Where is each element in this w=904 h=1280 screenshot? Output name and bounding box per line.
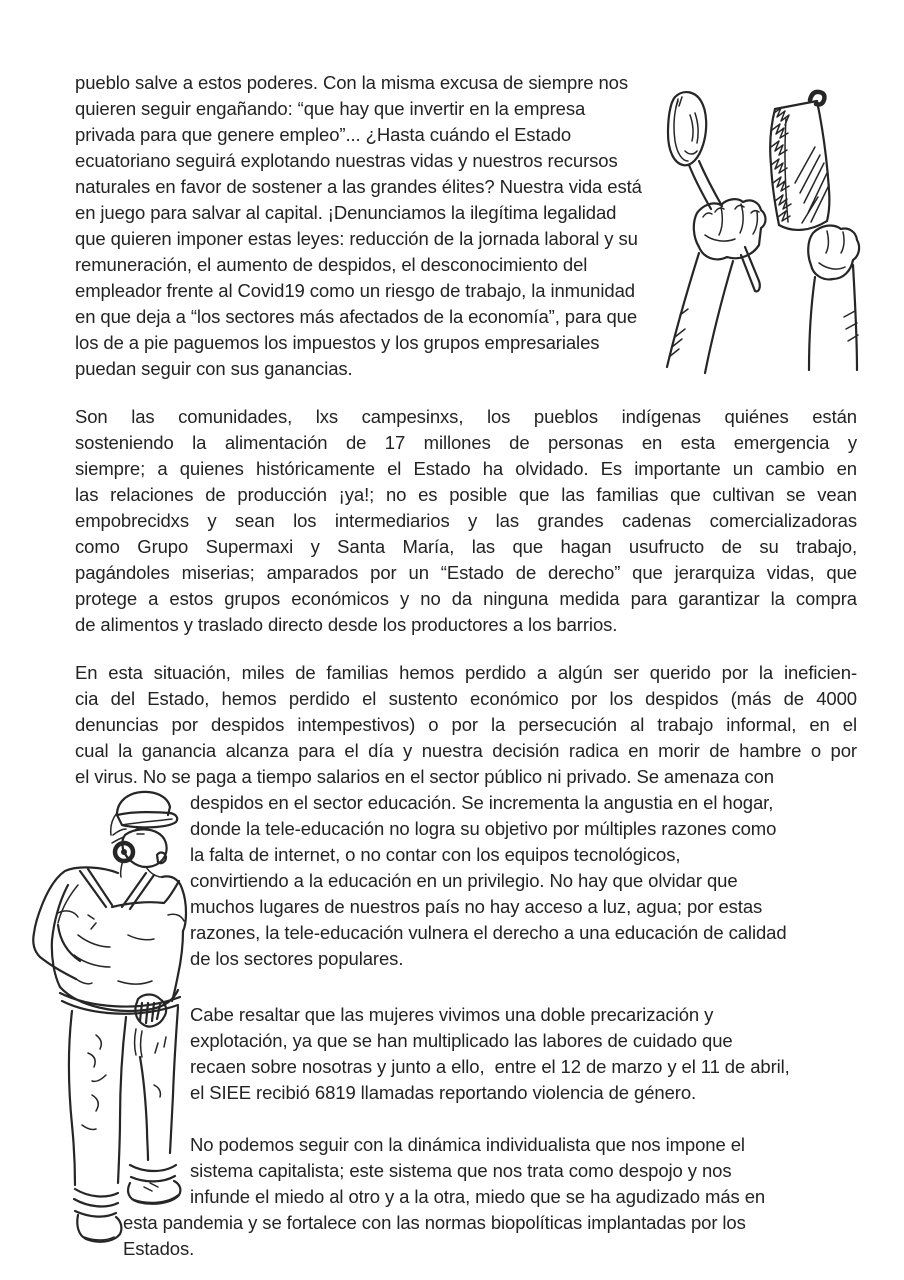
text-line: despidos en el sector educación. Se incrementa la angustia en el hogar, <box>190 792 774 813</box>
text-line: muchos lugares de nuestros país no hay acceso a luz, agua; por estas <box>190 896 763 917</box>
paragraph-2 <box>75 404 857 638</box>
cacerolazo-hands-illustration <box>645 85 890 385</box>
text-line: siempre; a quienes históricamente el Estado ha olvidado. Es importante un cambio en <box>75 458 857 479</box>
text-line: ecuatoriano seguirá explotando nuestras vidas y nuestros recursos <box>75 150 618 171</box>
text-line: de alimentos y traslado directo desde los productores a los barrios. <box>75 614 618 635</box>
text-line: remuneración, el aumento de despidos, el desconocimiento del <box>75 254 588 275</box>
text-line: convirtiendo a la educación en un privilegio. No hay que olvidar que <box>190 870 738 891</box>
text-line: recaen sobre nosotras y junto a ello, entre el 12 de marzo y el 11 de abril, <box>190 1056 790 1077</box>
text-line: naturales en favor de sostener a las grandes élites? Nuestra vida está <box>75 176 642 197</box>
text-line: el virus. No se paga a tiempo salarios en el sector público ni privado. Se amenaza con <box>75 766 774 787</box>
text-line: sosteniendo la alimentación de 17 millones de personas en esta emergencia y <box>75 432 857 453</box>
text-line: pagándoles miserias; amparados por un “Estado de derecho” que jerarquiza vidas, que <box>75 562 857 583</box>
text-line: en juego para salvar al capital. ¡Denunciamos la ilegítima legalidad <box>75 202 617 223</box>
text-line: En esta situación, miles de familias hemos perdido a algún ser querido por la ineficien- <box>75 662 857 683</box>
text-line: razones, la tele-educación vulnera el derecho a una educación de calidad <box>190 922 787 943</box>
spoon-hand-drawing <box>667 92 766 373</box>
paragraph-3-full-width-block <box>75 660 857 790</box>
text-line: los de a pie paguemos los impuestos y los grupos empresariales <box>75 332 600 353</box>
text-line: No podemos seguir con la dinámica individualista que nos impone el <box>190 1134 745 1155</box>
text-line: en que deja a “los sectores más afectados de la economía”, para que <box>75 306 638 327</box>
text-line: privada para que genere empleo”... ¿Hasta cuándo el Estado <box>75 124 572 145</box>
text-line: Estados. <box>123 1238 195 1259</box>
text-line: donde la tele-educación no logra su objetivo por múltiples razones como <box>190 818 777 839</box>
text-line: cual la ganancia alcanza para el día y nuestra decisión radica en morir de hambre o por <box>75 740 857 761</box>
masked-worker-drawing <box>33 792 186 1242</box>
text-line: sistema capitalista; este sistema que nos trata como despojo y nos <box>190 1160 732 1181</box>
text-line: el SIEE recibió 6819 llamadas reportando violencia de género. <box>190 1082 697 1103</box>
text-line: las relaciones de producción ¡ya!; no es posible que las familias que cultivan se vean <box>75 484 857 505</box>
text-line: protege a estos grupos económicos y no da ninguna medida para garantizar la compra <box>75 588 857 609</box>
text-line: esta pandemia y se fortalece con las normas biopolíticas implantadas por los <box>123 1212 746 1233</box>
text-line: Cabe resaltar que las mujeres vivimos una doble precarización y <box>190 1004 714 1025</box>
text-line: la falta de internet, o no contar con los equipos tecnológicos, <box>190 844 681 865</box>
text-line: cia del Estado, hemos perdido el sustento económico por los despidos (más de 4000 <box>75 688 857 709</box>
text-line: que quieren imponer estas leyes: reducción de la jornada laboral y su <box>75 228 638 249</box>
text-line: empleador frente al Covid19 como un riesgo de trabajo, la inmunidad <box>75 280 635 301</box>
text-line: de los sectores populares. <box>190 948 404 969</box>
text-line: pueblo salve a estos poderes. Con la misma excusa de siempre nos <box>75 72 629 93</box>
text-line: explotación, ya que se han multiplicado las labores de cuidado que <box>190 1030 733 1051</box>
text-line: infunde el miedo al otro y a la otra, miedo que se ha agudizado más en <box>190 1186 766 1207</box>
text-line: empobrecidxs y sean los intermediarios y las grandes cadenas comercializadoras <box>75 510 857 531</box>
text-line: como Grupo Supermaxi y Santa María, las que hagan usufructo de su trabajo, <box>75 536 857 557</box>
text-line: denuncias por despidos intempestivos) o por la persecución al trabajo informal, en el <box>75 714 857 735</box>
text-line: quieren seguir engañando: “que hay que invertir en la empresa <box>75 98 586 119</box>
text-line: puedan seguir con sus ganancias. <box>75 358 353 379</box>
pot-hand-drawing <box>770 92 859 370</box>
masked-worker-illustration <box>18 785 200 1245</box>
text-line: Son las comunidades, lxs campesinxs, los pueblos indígenas quiénes están <box>75 406 857 427</box>
